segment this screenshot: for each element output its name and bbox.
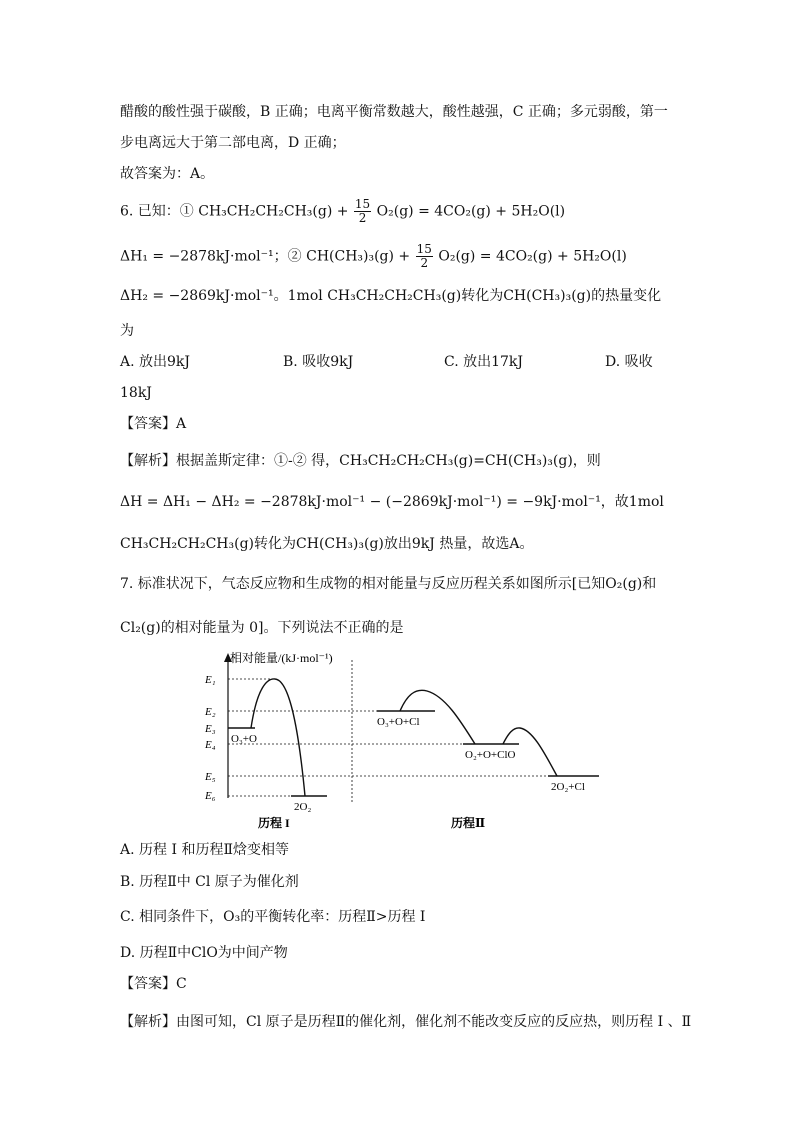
text-line: 醋酸的酸性强于碳酸，B 正确；电离平衡常数越大，酸性越强，C 正确；多元弱酸，第一	[120, 104, 668, 120]
q6-option-d-cont: 18kJ	[120, 385, 152, 401]
q6-stem-line	[120, 243, 627, 270]
path-ii-title: 历程Ⅱ	[451, 816, 486, 830]
fraction	[416, 243, 433, 270]
q7-analysis-line: 【解析】由图可知，Cl 原子是历程Ⅱ的催化剂，催化剂不能改变反应的反应热，则历程 I 、Ⅱ	[120, 1014, 692, 1030]
q6-reaction2-left: CH(CH₃)₃(g) +	[306, 248, 411, 265]
q6-analysis-line: 【解析】根据盖斯定律：①-② 得，CH₃CH₂CH₂CH₃(g)=CH(CH₃)₃(g)，则	[120, 453, 601, 469]
fraction-denominator: 2	[420, 256, 429, 270]
q6-stem-line: ΔH₂ = −2869kJ·mol⁻¹。1mol CH₃CH₂CH₂CH₃(g)转化为CH(CH₃)₃(g)的热量变化	[120, 288, 662, 304]
species-label: O₃+O	[231, 733, 257, 745]
species-label: O₃+O+Cl	[377, 716, 420, 728]
q7-option-b: B. 历程Ⅱ中 Cl 原子为催化剂	[120, 874, 299, 890]
q7-option-a: A. 历程 I 和历程Ⅱ焓变相等	[120, 842, 289, 858]
q6-option-b: B. 吸收9kJ	[283, 354, 354, 370]
energy-diagram	[195, 648, 605, 834]
q6-answer: 【答案】A	[120, 416, 187, 432]
y-axis-label: 相对能量/(kJ·mol⁻¹)	[230, 651, 333, 665]
q6-reaction2-right: O₂(g) = 4CO₂(g) + 5H₂O(l)	[438, 248, 627, 265]
q6-analysis-line: CH₃CH₂CH₂CH₃(g)转化为CH(CH₃)₃(g)放出9kJ 热量，故选A。	[120, 536, 534, 552]
q6-analysis-line: ΔH = ΔH₁ − ΔH₂ = −2878kJ·mol⁻¹ − (−2869kJ·mol⁻¹) = −9kJ·mol⁻¹，故1mol	[120, 494, 664, 510]
q6-option-d: D. 吸收	[605, 354, 653, 370]
q6-reaction1-left: CH₃CH₂CH₂CH₃(g) +	[198, 203, 349, 220]
fraction-numerator: 15	[416, 242, 432, 256]
reference-lines	[228, 660, 548, 803]
e-label: E₂	[205, 706, 216, 718]
e-label: E₃	[205, 723, 216, 735]
q6-stem-line	[120, 198, 565, 225]
fraction-numerator: 15	[354, 197, 371, 211]
q6-option-c: C. 放出17kJ	[444, 354, 524, 370]
q6-reaction1-right: O₂(g) = 4CO₂(g) + 5H₂O(l)	[376, 203, 566, 220]
fraction-denominator: 2	[358, 211, 367, 225]
path-i-title: 历程 I	[258, 816, 290, 830]
species-label: 2O₂	[294, 801, 312, 813]
species-label: 2O₂+Cl	[551, 781, 585, 793]
text-line: 步电离远大于第二部电离，D 正确；	[120, 135, 346, 151]
q7-option-c: C. 相同条件下，O₃的平衡转化率：历程Ⅱ>历程 I	[120, 909, 426, 925]
fraction	[354, 198, 371, 225]
q6-stem-tail: 为	[120, 323, 134, 339]
q7-option-d: D. 历程Ⅱ中ClO为中间产物	[120, 945, 288, 961]
q7-stem-line: Cl₂(g)的相对能量为 0]。下列说法不正确的是	[120, 620, 404, 636]
e-label: E₁	[205, 674, 216, 686]
path-i-curve	[251, 679, 305, 796]
q6-dh1: ΔH₁ = −2878kJ·mol⁻¹；②	[120, 248, 302, 265]
q7-answer: 【答案】C	[120, 976, 187, 992]
q6-option-a: A. 放出9kJ	[120, 354, 191, 370]
e-label: E₅	[205, 771, 216, 783]
q6-prefix: 6. 已知：①	[120, 203, 194, 220]
species-label: O₂+O+ClO	[465, 749, 516, 761]
q7-stem-line: 7. 标准状况下，气态反应物和生成物的相对能量与反应历程关系如图所示[已知O₂(g)和	[120, 576, 657, 592]
e-label: E₄	[205, 739, 216, 751]
e-label: E₆	[205, 790, 216, 802]
text-line: 故答案为：A。	[120, 166, 215, 182]
